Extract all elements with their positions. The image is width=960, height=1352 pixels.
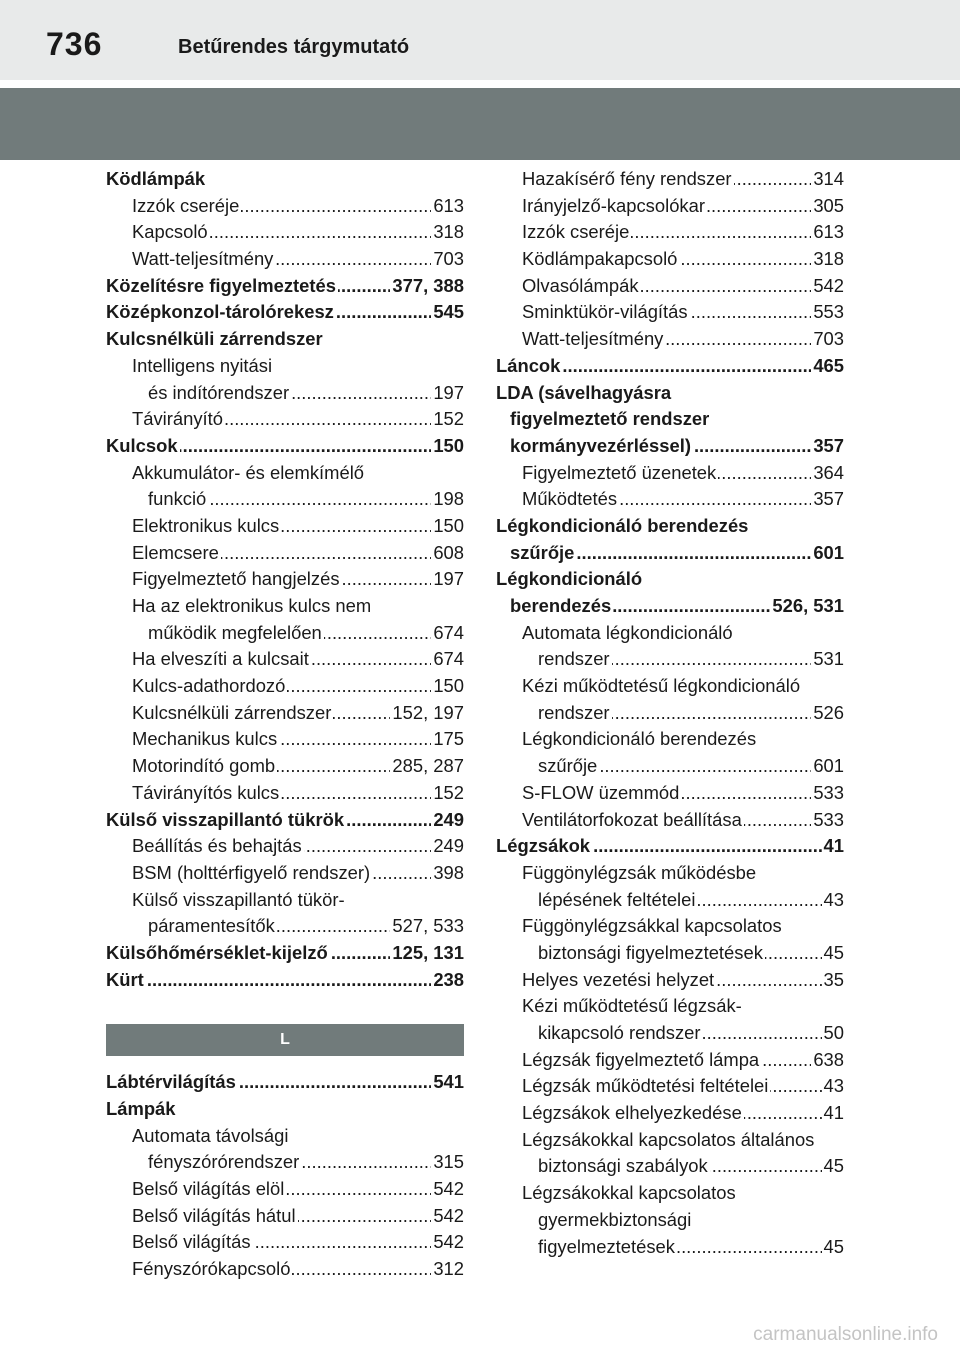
entry-text: Ködlámpák [106, 166, 207, 193]
index-heading [106, 326, 464, 353]
index-subentry [496, 1234, 844, 1261]
index-heading [106, 433, 464, 460]
entry-text: Ha elveszíti a kulcsait [132, 646, 311, 673]
index-subentry [496, 753, 844, 780]
entry-text: Kulcsok [106, 433, 180, 460]
index-subentry [106, 513, 464, 540]
index-subentry [106, 887, 464, 914]
page-number: 736 [46, 26, 103, 62]
entry-page-number: 152 [431, 406, 464, 433]
entry-text: működik megfelelően [148, 620, 324, 647]
entry-text: Lábtérvilágítás [106, 1069, 238, 1096]
index-subentry [106, 566, 464, 593]
entry-text: gyermekbiztonsági [538, 1207, 693, 1234]
entry-page-number: 357 [811, 486, 844, 513]
index-heading [496, 540, 844, 567]
index-subentry [106, 860, 464, 887]
index-subentry [106, 1256, 464, 1283]
entry-text: kormányvezérléssel) [510, 433, 693, 460]
index-subentry [496, 860, 844, 887]
entry-page-number: 364 [811, 460, 844, 487]
entry-text: Kulcsnélküli zárrendszer [106, 326, 325, 353]
entry-text: Izzók cseréje [522, 219, 631, 246]
entry-page-number: 527, 533 [390, 913, 464, 940]
index-subentry [106, 1176, 464, 1203]
entry-page-number: 553 [811, 299, 844, 326]
header-gray-band [0, 88, 960, 160]
entry-page-number: 45 [822, 1234, 844, 1261]
index-subentry [496, 913, 844, 940]
entry-text: Légzsák működtetési feltételei [522, 1073, 770, 1100]
index-subentry [496, 620, 844, 647]
entry-text: fényszórórendszer [148, 1149, 301, 1176]
index-subentry [496, 940, 844, 967]
entry-page-number: 150 [431, 673, 464, 700]
entry-text: Izzók cseréje [132, 193, 241, 220]
index-subentry [496, 700, 844, 727]
index-heading [106, 967, 464, 994]
index-subentry [496, 646, 844, 673]
index-subentry [496, 273, 844, 300]
entry-page-number: 703 [431, 246, 464, 273]
entry-page-number: 531 [811, 646, 844, 673]
entry-page-number: 315 [431, 1149, 464, 1176]
entry-page-number: 35 [822, 967, 844, 994]
index-subentry [106, 673, 464, 700]
entry-text: funkció [148, 486, 208, 513]
index-subentry [496, 1127, 844, 1154]
index-column-right [496, 166, 844, 1260]
entry-text: Középkonzol-tárolórekesz [106, 299, 336, 326]
entry-page-number: 150 [431, 433, 464, 460]
index-subentry [496, 967, 844, 994]
entry-page-number: 601 [811, 540, 844, 567]
index-subentry [106, 486, 464, 513]
index-subentry [496, 166, 844, 193]
index-subentry [106, 1229, 464, 1256]
entry-text: Elektronikus kulcs [132, 513, 281, 540]
entry-text: Intelligens nyitási [132, 353, 274, 380]
entry-page-number: 249 [431, 807, 464, 834]
index-heading [106, 807, 464, 834]
entry-text: Légzsák figyelmeztető lámpa [522, 1047, 761, 1074]
index-subentry [106, 353, 464, 380]
entry-page-number: 305 [811, 193, 844, 220]
index-subentry [106, 380, 464, 407]
entry-text: Külsőhőmérséklet-kijelző [106, 940, 330, 967]
index-heading [496, 513, 844, 540]
index-subentry [106, 1149, 464, 1176]
entry-text: Mechanikus kulcs [132, 726, 279, 753]
index-subentry [106, 1203, 464, 1230]
entry-text: kikapcsoló rendszer [538, 1020, 703, 1047]
entry-page-number: 398 [431, 860, 464, 887]
entry-text: Figyelmeztető üzenetek [522, 460, 718, 487]
entry-text: páramentesítők [148, 913, 277, 940]
entry-page-number: 318 [811, 246, 844, 273]
entry-text: Watt-teljesítmény [132, 246, 275, 273]
dot-leader [106, 967, 464, 994]
entry-text: Kulcsnélküli zárrendszer [132, 700, 333, 727]
index-heading [496, 833, 844, 860]
entry-text: Távirányító [132, 406, 225, 433]
entry-text: Beállítás és behajtás [132, 833, 304, 860]
index-subentry [496, 1020, 844, 1047]
entry-text: rendszer [538, 646, 612, 673]
index-subentry [106, 726, 464, 753]
entry-text: Automata légkondicionáló [522, 620, 735, 647]
index-heading [496, 353, 844, 380]
entry-text: biztonsági figyelmeztetések [538, 940, 765, 967]
header-band [0, 0, 960, 80]
entry-text: figyelmeztetések [538, 1234, 677, 1261]
entry-text: Olvasólámpák [522, 273, 641, 300]
entry-page-number: 533 [811, 780, 844, 807]
entry-text: Irányjelző-kapcsolókar [522, 193, 707, 220]
entry-text: figyelmeztető rendszer [510, 406, 711, 433]
entry-text: Kézi működtetésű légzsák- [522, 993, 744, 1020]
index-subentry [496, 246, 844, 273]
entry-text: és indítórendszer [148, 380, 291, 407]
entry-page-number: 703 [811, 326, 844, 353]
index-subentry [106, 246, 464, 273]
entry-page-number: 613 [431, 193, 464, 220]
index-subentry [496, 726, 844, 753]
entry-text: Elemcsere [132, 540, 221, 567]
entry-page-number: 314 [811, 166, 844, 193]
entry-page-number: 285, 287 [390, 753, 464, 780]
index-subentry [106, 1123, 464, 1150]
entry-page-number: 45 [822, 1153, 844, 1180]
entry-text: Automata távolsági [132, 1123, 290, 1150]
entry-page-number: 312 [431, 1256, 464, 1283]
entry-text: Légkondicionáló berendezés [496, 513, 750, 540]
index-subentry [496, 1153, 844, 1180]
entry-page-number: 674 [431, 620, 464, 647]
entry-text: Távirányítós kulcs [132, 780, 281, 807]
entry-page-number: 43 [822, 887, 844, 914]
entry-page-number: 601 [811, 753, 844, 780]
index-subentry [106, 780, 464, 807]
index-heading [106, 166, 464, 193]
index-subentry [106, 913, 464, 940]
index-heading [106, 940, 464, 967]
entry-text: Külső visszapillantó tükrök [106, 807, 346, 834]
entry-text: Légzsákokkal kapcsolatos általános [522, 1127, 816, 1154]
entry-text: Légkondicionáló berendezés [522, 726, 758, 753]
entry-page-number: 542 [431, 1176, 464, 1203]
index-subentry [106, 219, 464, 246]
entry-page-number: 545 [431, 299, 464, 326]
index-subentry [496, 673, 844, 700]
index-subentry [496, 993, 844, 1020]
index-heading [496, 433, 844, 460]
entry-text: Működtetés [522, 486, 619, 513]
entry-text: Légzsákok [496, 833, 592, 860]
entry-page-number: 152 [431, 780, 464, 807]
index-subentry [496, 219, 844, 246]
index-subentry [106, 540, 464, 567]
index-heading [106, 299, 464, 326]
entry-text: Ventilátorfokozat beállítása [522, 807, 744, 834]
entry-page-number: 533 [811, 807, 844, 834]
entry-page-number: 41 [822, 833, 844, 860]
entry-text: Fényszórókapcsoló [132, 1256, 292, 1283]
entry-text: Sminktükör-világítás [522, 299, 690, 326]
entry-text: Láncok [496, 353, 562, 380]
index-subentry [496, 807, 844, 834]
entry-page-number: 198 [431, 486, 464, 513]
entry-text: Motorindító gomb [132, 753, 277, 780]
entry-page-number: 377, 388 [390, 273, 464, 300]
entry-text: Figyelmeztető hangjelzés [132, 566, 342, 593]
entry-page-number: 465 [811, 353, 844, 380]
entry-page-number: 674 [431, 646, 464, 673]
index-column-left [106, 166, 464, 1283]
section-header: L [106, 1024, 464, 1056]
page-title: Betűrendes tárgymutató [178, 36, 410, 58]
entry-text: Belső világítás hátul [132, 1203, 298, 1230]
entry-text: szűrője [510, 540, 576, 567]
entry-text: LDA (sávelhagyásra [496, 380, 673, 407]
entry-text: szűrője [538, 753, 599, 780]
entry-text: Akkumulátor- és elemkímélő [132, 460, 366, 487]
index-subentry [496, 193, 844, 220]
index-subentry [106, 460, 464, 487]
entry-text: Függönylégzsákkal kapcsolatos [522, 913, 784, 940]
index-subentry [496, 1047, 844, 1074]
index-heading [496, 566, 844, 593]
entry-page-number: 318 [431, 219, 464, 246]
entry-page-number: 526, 531 [770, 593, 844, 620]
entry-page-number: 50 [822, 1020, 844, 1047]
index-heading [106, 1096, 464, 1123]
entry-text: Közelítésre figyelmeztetés [106, 273, 338, 300]
index-heading [106, 273, 464, 300]
entry-page-number: 542 [811, 273, 844, 300]
entry-text: Kulcs-adathordozó [132, 673, 287, 700]
entry-page-number: 542 [431, 1229, 464, 1256]
index-subentry [496, 780, 844, 807]
index-subentry [106, 700, 464, 727]
entry-text: Légzsákokkal kapcsolatos [522, 1180, 738, 1207]
entry-text: Légzsákok elhelyezkedése [522, 1100, 744, 1127]
index-subentry [496, 299, 844, 326]
entry-page-number: 613 [811, 219, 844, 246]
entry-page-number: 238 [431, 967, 464, 994]
index-subentry [496, 1073, 844, 1100]
entry-text: Légkondicionáló [496, 566, 644, 593]
index-subentry [496, 460, 844, 487]
index-heading [496, 593, 844, 620]
entry-page-number: 542 [431, 1203, 464, 1230]
entry-text: Belső világítás [132, 1229, 253, 1256]
entry-page-number: 638 [811, 1047, 844, 1074]
index-heading [496, 380, 844, 407]
index-heading [106, 1069, 464, 1096]
entry-text: Ködlámpakapcsoló [522, 246, 679, 273]
index-subentry [496, 887, 844, 914]
index-subentry [106, 753, 464, 780]
entry-page-number: 41 [822, 1100, 844, 1127]
entry-text: rendszer [538, 700, 612, 727]
entry-page-number: 175 [431, 726, 464, 753]
entry-text: Belső világítás elöl [132, 1176, 286, 1203]
entry-text: Külső visszapillantó tükör- [132, 887, 347, 914]
index-subentry [496, 1100, 844, 1127]
index-subentry [106, 593, 464, 620]
entry-text: Ha az elektronikus kulcs nem [132, 593, 373, 620]
entry-page-number: 150 [431, 513, 464, 540]
entry-page-number: 197 [431, 380, 464, 407]
entry-text: Lámpák [106, 1096, 178, 1123]
index-subentry [496, 1180, 844, 1207]
entry-text: berendezés [510, 593, 613, 620]
entry-page-number: 197 [431, 566, 464, 593]
entry-text: S-FLOW üzemmód [522, 780, 681, 807]
entry-text: biztonsági szabályok [538, 1153, 710, 1180]
watermark: carmanualsonline.info [753, 1324, 938, 1345]
index-subentry [106, 833, 464, 860]
entry-page-number: 526 [811, 700, 844, 727]
index-subentry [106, 193, 464, 220]
entry-text: Kapcsoló [132, 219, 210, 246]
index-subentry [106, 406, 464, 433]
entry-page-number: 249 [431, 833, 464, 860]
index-subentry [496, 326, 844, 353]
entry-text: Watt-teljesítmény [522, 326, 665, 353]
index-subentry [496, 1207, 844, 1234]
entry-text: Helyes vezetési helyzet [522, 967, 716, 994]
entry-text: Kézi működtetésű légkondicionáló [522, 673, 802, 700]
index-subentry [496, 486, 844, 513]
index-heading [496, 406, 844, 433]
entry-page-number: 43 [822, 1073, 844, 1100]
entry-text: Hazakísérő fény rendszer [522, 166, 734, 193]
entry-text: lépésének feltételei [538, 887, 697, 914]
entry-page-number: 125, 131 [390, 940, 464, 967]
entry-page-number: 541 [431, 1069, 464, 1096]
index-subentry [106, 646, 464, 673]
entry-text: Kürt [106, 967, 146, 994]
entry-page-number: 152, 197 [390, 700, 464, 727]
entry-text: Függönylégzsák működésbe [522, 860, 758, 887]
index-subentry [106, 620, 464, 647]
entry-page-number: 357 [811, 433, 844, 460]
entry-page-number: 45 [822, 940, 844, 967]
entry-page-number: 608 [431, 540, 464, 567]
entry-text: BSM (holttérfigyelő rendszer) [132, 860, 372, 887]
